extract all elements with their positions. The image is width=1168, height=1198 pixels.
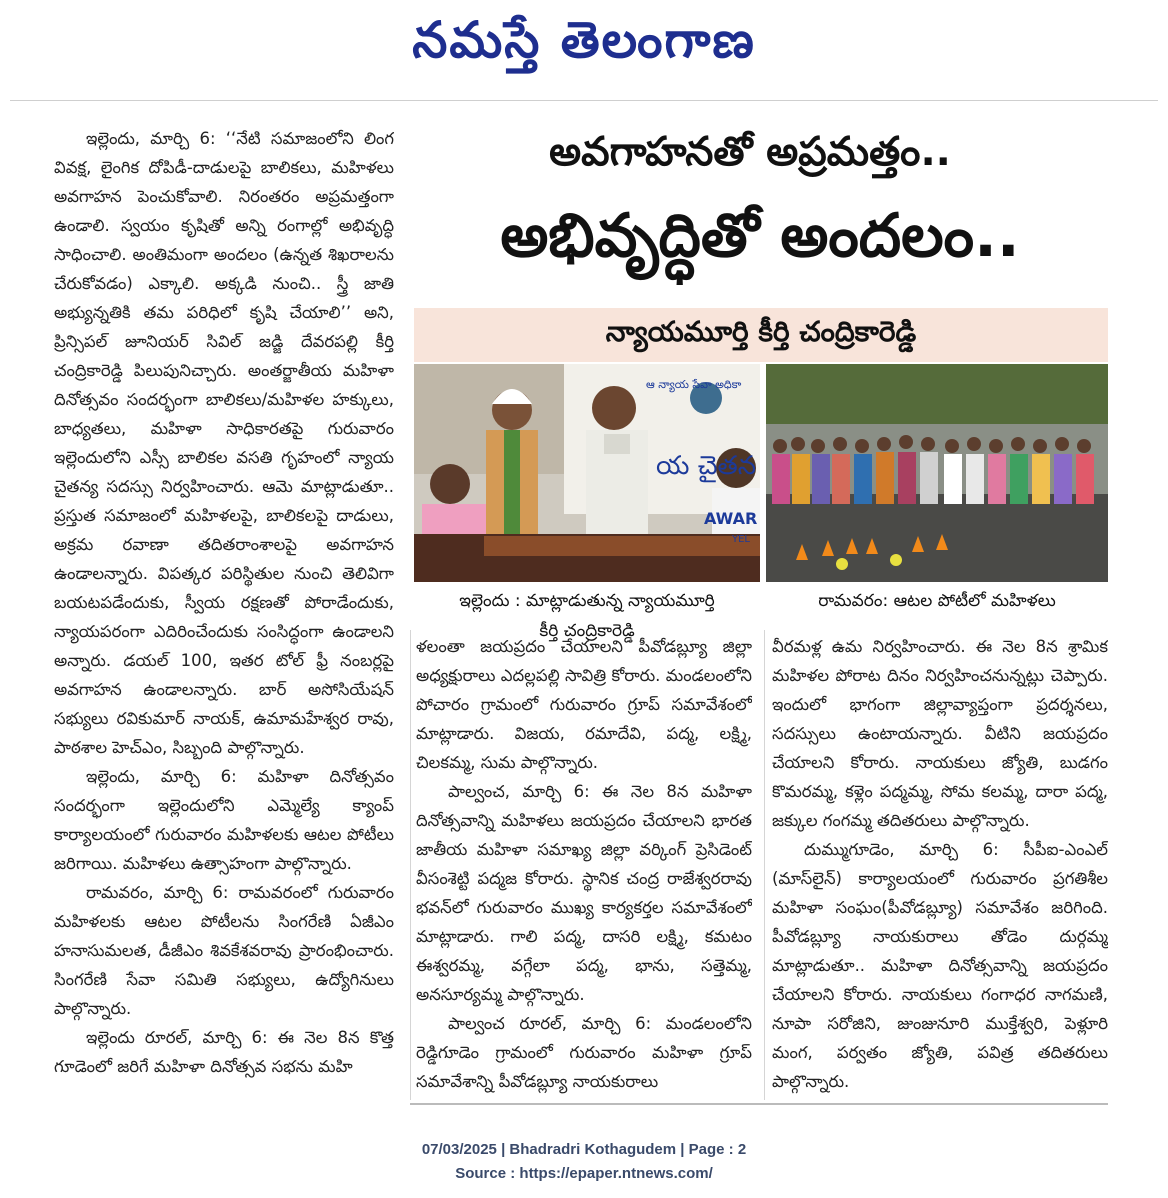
paragraph: రామవరం, మార్చి 6: రామవరంలో గురువారం మహిళలకు ఆటల పోటీలను సింగరేణి ఏజీఎం హనాసుమలత, డీజీఎం శివకేశవరావు ప్రారంభించారు. సింగరేణి సేవా సమితి సభ్యులు, ఉద్యోగినులు పాల్గొన్నారు.	[54, 883, 394, 1018]
paragraph: ఇల్లెందు, మార్చి 6: మహిళా దినోత్సవం సందర్భంగా ఇల్లెందులోని ఎమ్మెల్యే క్యాంప్ కార్యాలయంలో గురువారం మహిళలకు ఆటల పోటీలు జరిగాయి. మహిళలు ఉత్సాహంగా పాల్గొన్నారు.	[54, 767, 394, 873]
banner-text: ఆ న్యాయ సేవా అధికా	[646, 378, 742, 391]
article-column-1	[54, 124, 394, 1104]
banner-text: YEL	[732, 534, 750, 545]
newspaper-logo: నమస్తే తెలంగాణ	[412, 10, 756, 69]
paragraph: పాల్వంచ రూరల్, మార్చి 6: మండలంలోని రెడ్డిగూడెం గ్రామంలో గురువారం మహిళా గ్రూప్ సమావేశాన్ని పీవోడబ్ల్యూ నాయకురాలు	[416, 1014, 752, 1091]
masthead	[0, 0, 1168, 92]
footer-date-edition: 07/03/2025 | Bhadradri Kothagudem | Page : 2	[421, 1141, 747, 1158]
photo-women-games	[766, 364, 1108, 582]
caption-line: ఇల్లెందు : మాట్లాడుతున్న న్యాయమూర్తి	[459, 591, 715, 611]
adjacent-page-edge	[1158, 180, 1168, 1120]
article-column-3	[772, 632, 1108, 1104]
bottom-rule	[410, 1103, 1108, 1105]
banner-text: AWAR	[704, 509, 758, 528]
footer-source-link[interactable]: Source : https://epaper.ntnews.com/	[455, 1165, 713, 1182]
paragraph: పాల్వంచ, మార్చి 6: ఈ నెల 8న మహిళా దినోత్సవాన్ని మహిళలు జయప్రదం చేయాలని భారత జాతీయ మహిళా సమాఖ్య జిల్లా వర్కింగ్ ప్రెసిడెంట్ వీసంశెట్టి పద్మజ కోరారు. స్థానిక చంద్ర రాజేశ్వరరావు భవన్‌లో గురువారం ముఖ్య కార్యకర్తల సమావేశంలో మాట్లాడారు. గాలి పద్మ, దాసరి లక్ష్మి, కమటం ఈశ్వరమ్మ, వగ్గేలా పద్మ, భాను, సత్తెమ్మ, అనసూర్యమ్మ పాల్గొన్నారు.	[416, 782, 752, 1004]
photo-illustration	[414, 364, 760, 582]
banner-text: య చైతన	[656, 451, 756, 481]
paragraph: ఇల్లెందు, మార్చి 6: ‘‘నేటి సమాజంలోని లింగ వివక్ష, లైంగిక దోపిడీ-దాడులపై బాలికలు, మహిళలు అవగాహన పెంచుకోవాలి. నిరంతరం అప్రమత్తంగా ఉండాలి. స్వయం కృషితో అన్ని రంగాల్లో అభివృద్ధి సాధించాలి. అంతిమంగా అందలం (ఉన్నత శిఖరాలను చేరుకోవడం) ఎక్కాలి. అక్కడి నుంచి.. స్త్రీ జాతి అభ్యున్నతికి తమ పరిధిలో కృషి చేయాలి’’ అని, ప్రిన్సిపల్ జూనియర్ సివిల్ జడ్జి దేవరపల్లి కీర్తి చంద్రికారెడ్డి పిలుపునిచ్చారు. అంతర్జాతీయ మహిళా దినోత్సవం సందర్భంగా బాలికలు/మహిళల హక్కులు, బాధ్యతలు, మహిళా సాధికారతపై గురువారం ఇల్లెందులోని ఎస్సీ బాలికల వసతి గృహంలో న్యాయ చైతన్య సదస్సు నిర్వహించారు. ఆమె మాట్లాడుతూ.. ప్రస్తుత సమాజంలో మహిళలపై, బాలికలపై దాడులు, అక్రమ రవాణా తదితరాంశాలపై అవగాహన ఉండాలన్నారు. విపత్కర పరిస్థితుల నుంచి తెలివిగా బయటపడేందుకు, స్వీయ రక్షణతో పోరాడేందుకు, న్యాయపరంగా ఎదిరించేందుకు సంసిద్ధంగా ఉండాలని అన్నారు. డయల్ 100, ఇతర టోల్ ఫ్రీ నంబర్లపై అవగాహన ఉండాలన్నారు. బార్ అసోసియేషన్ సభ్యులు రవికుమార్ నాయక్, ఉమామహేశ్వర రావు, పాఠశాల హెచ్ఎం, సిబ్బంది పాల్గొన్నారు.	[54, 129, 394, 757]
headline-line-1: అవగాహనతో అప్రమత్తం..	[549, 129, 951, 175]
photo-caption-2: రామవరం: ఆటల పోటీలో మహిళలు	[818, 591, 1056, 611]
paragraph: దుమ్ముగూడెం, మార్చి 6: సీపీఐ-ఎంఎల్ (మాస్‌లైన్) కార్యాలయంలో గురువారం ప్రగతిశీల మహిళా సంఘం(పీవోడబ్ల్యూ) సమావేశం జరిగింది. పీవోడబ్ల్యూ నాయకురాలు తోడెం దుర్గమ్మ మాట్లాడుతూ.. మహిళా దినోత్సవాన్ని జయప్రదం చేయాలని కోరారు. నాయకులు గంగాధర నాగమణి, నూపా సరోజిని, జుంజునూరి ముక్తేశ్వరి, పెళ్లూరి మంగ, పర్వతం జ్యోతి, పవిత్ర తదితరులు పాల్గొన్నారు.	[772, 840, 1108, 1091]
article-column-2	[416, 632, 752, 1104]
photo-illustration	[766, 364, 1108, 582]
footer	[0, 1138, 1168, 1186]
caption-line: కీర్తి చంద్రికారెడ్డి	[539, 621, 635, 641]
column-divider	[410, 630, 411, 1100]
paragraph: ఇల్లెందు రూరల్, మార్చి 6: ఈ నెల 8న కొత్త గూడెంలో జరిగే మహిళా దినోత్సవ సభను మహి	[54, 1028, 394, 1076]
column-divider	[764, 630, 765, 1100]
subheadline: న్యాయమూర్తి కీర్తి చంద్రికారెడ్డి	[414, 308, 1108, 362]
paragraph: ళలంతా జయప్రదం చేయాలని పీవోడబ్ల్యూ జిల్లా అధ్యక్షురాలు ఎదల్లపల్లి సావిత్రి కోరారు. మండలంలోని పోచారం గ్రామంలో గురువారం గ్రూప్ సమావేశంలో మాట్లాడారు. విజయ, రమాదేవి, పద్మ, లక్ష్మి, చిలకమ్మ, సుమ పాల్గొన్నారు.	[416, 637, 752, 772]
headline-line-2: అభివృద్ధితో అందలం..	[500, 201, 1020, 271]
photo-judge-speaking	[414, 364, 760, 582]
paragraph: వీరమళ్ల ఉమ నిర్వహించారు. ఈ నెల 8న శ్రామిక మహిళల పోరాట దినం నిర్వహించనున్నట్లు చెప్పారు. ఇందులో భాగంగా జిల్లావ్యాప్తంగా ప్రదర్శనలు, సదస్సులు ఉంటాయన్నారు. వీటిని జయప్రదం చేయాలని కోరారు. నాయకులు జ్యోతి, బుడగం కొమరమ్మ, కళ్లెం పద్మమ్మ, సోమ కలమ్మ, దారా పద్మ, జక్కుల గంగమ్మ తదితరులు పాల్గొన్నారు.	[772, 637, 1108, 830]
